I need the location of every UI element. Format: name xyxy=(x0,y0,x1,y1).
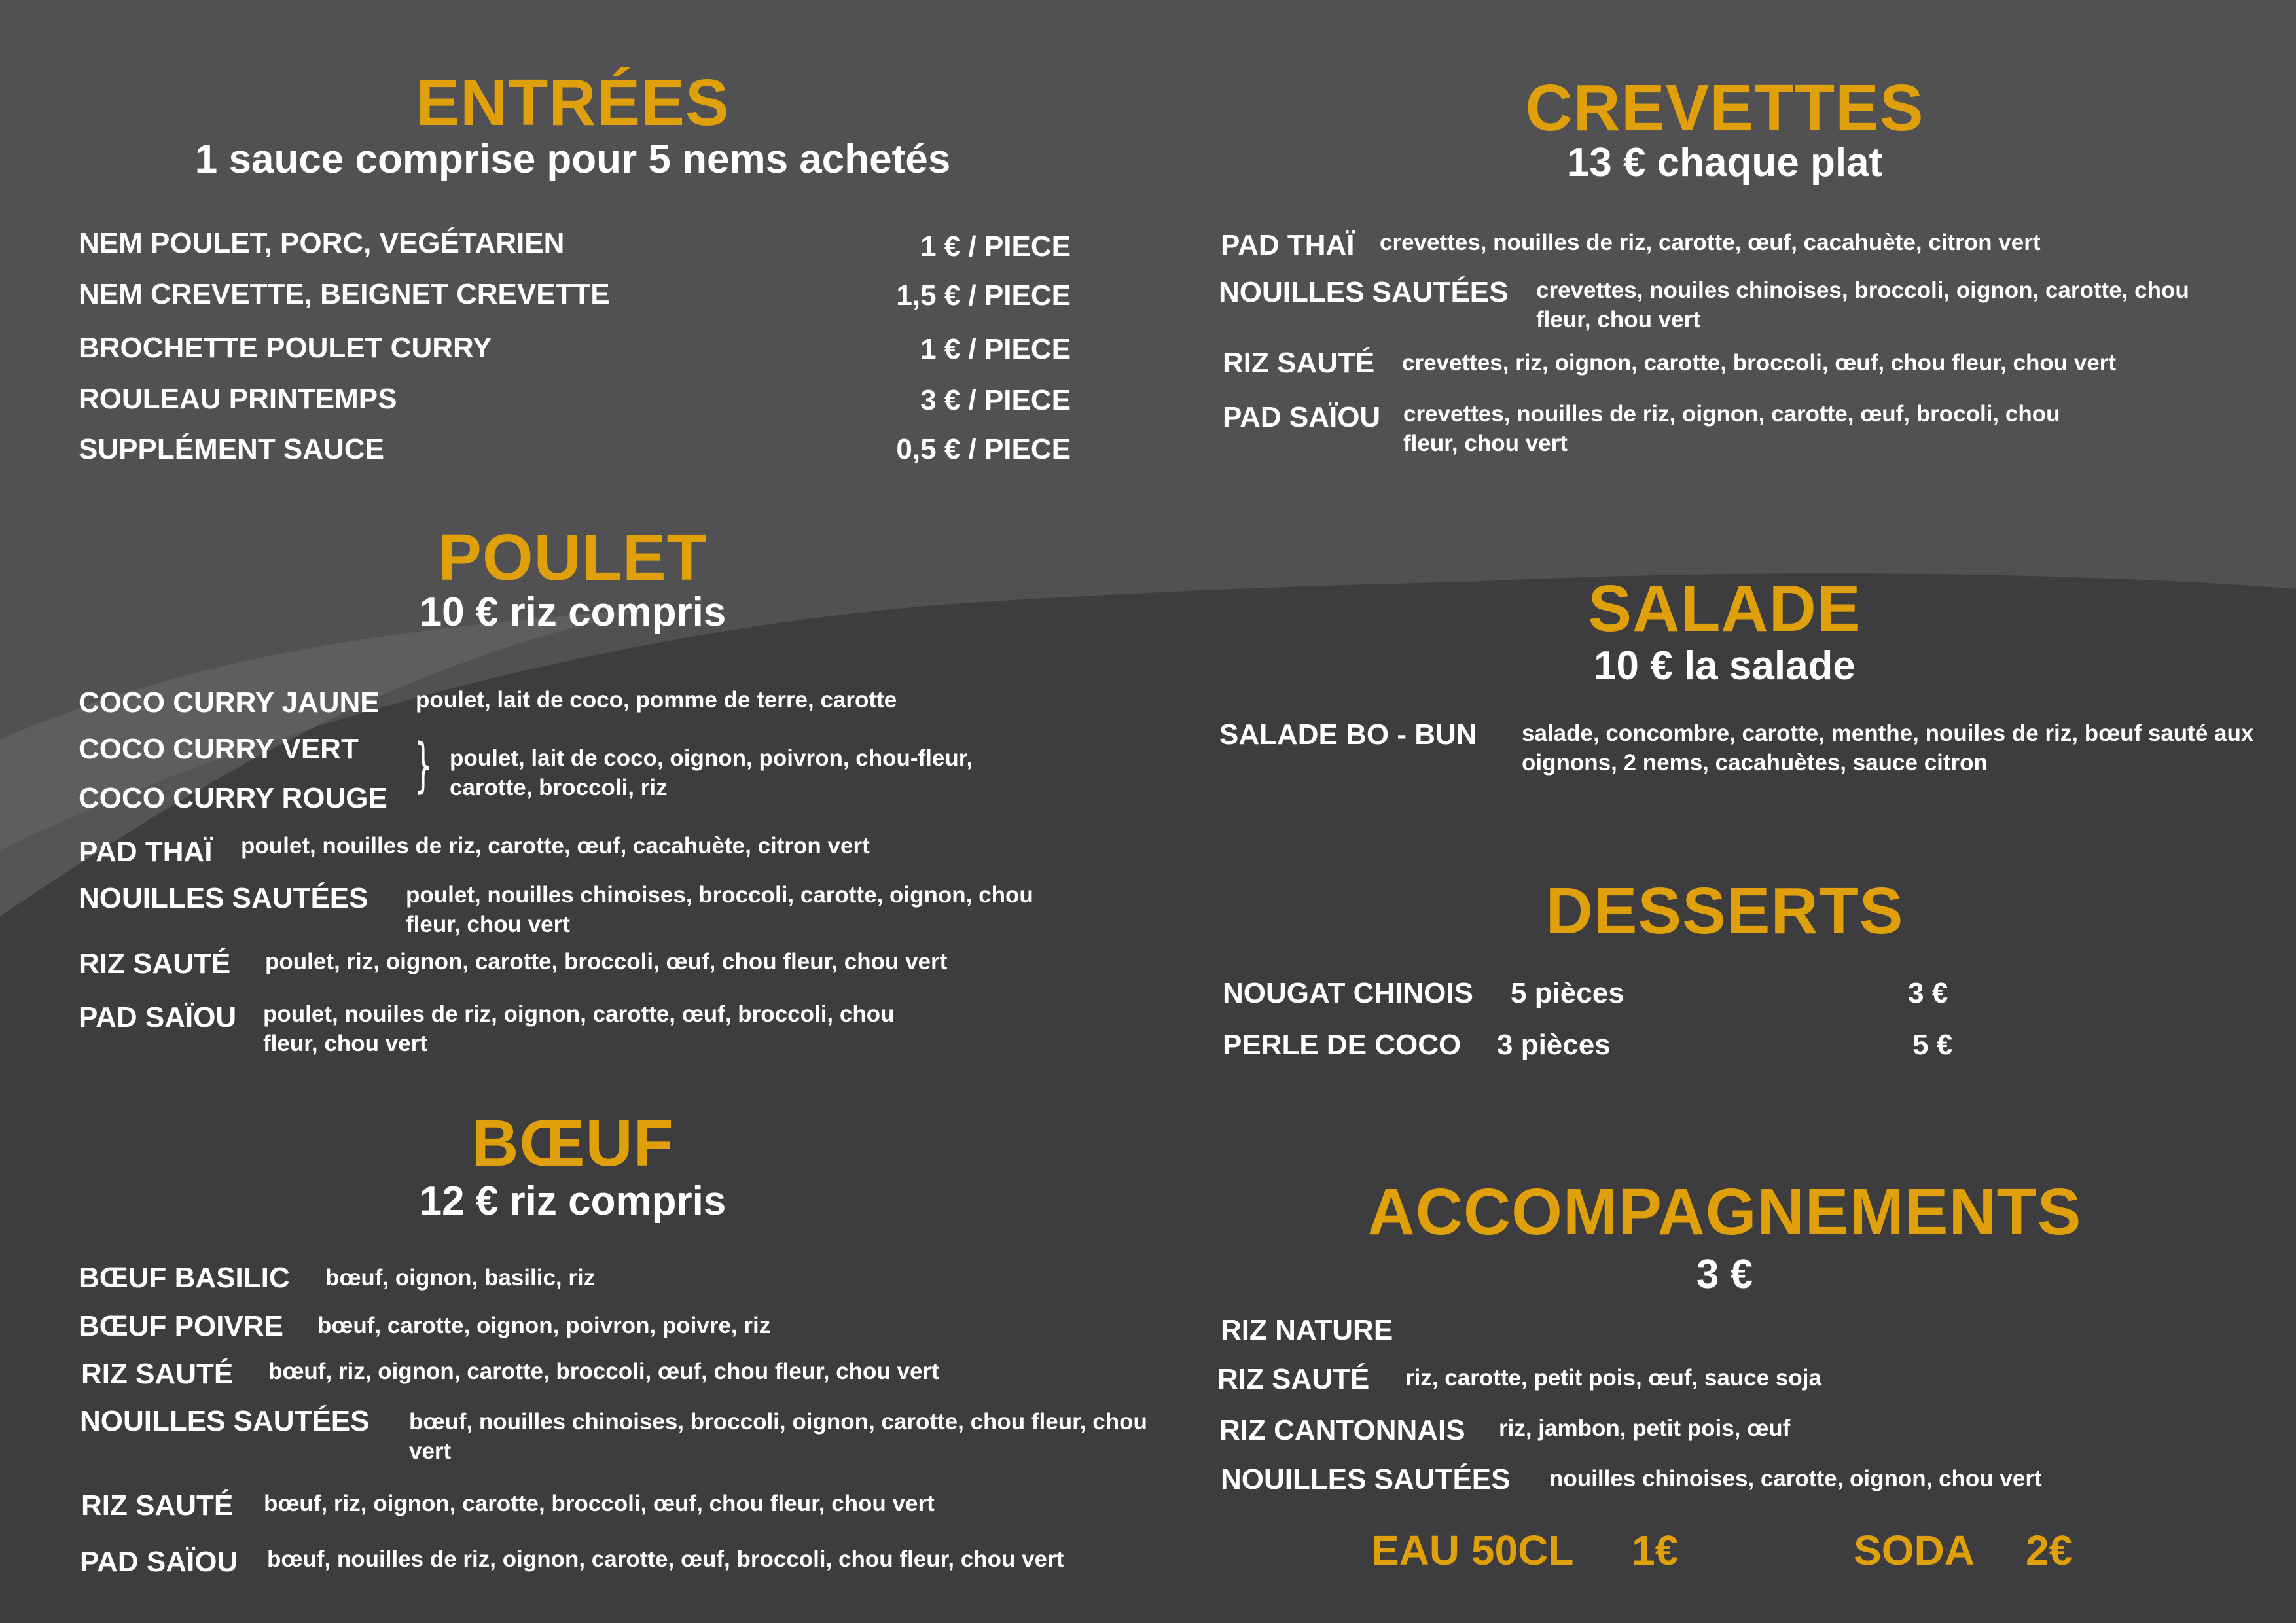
entrees-item-name: ROULEAU PRINTEMPS xyxy=(79,383,397,415)
crevettes-item-name: NOUILLES SAUTÉES xyxy=(1219,276,1509,308)
poulet-item-name: COCO CURRY VERT xyxy=(79,733,359,765)
salade-item-name: SALADE BO - BUN xyxy=(1219,719,1477,751)
entrees-item-price: 1 € / PIECE xyxy=(920,333,1071,365)
accompagnements-item-name: RIZ NATURE xyxy=(1221,1314,1393,1346)
entrees-title: ENTRÉES xyxy=(416,66,730,139)
accompagnements-item-desc: nouilles chinoises, carotte, oignon, chou vert xyxy=(1549,1466,2042,1491)
boeuf-title: BŒUF xyxy=(471,1107,674,1180)
poulet-item-desc: poulet, riz, oignon, carotte, broccoli, œuf, chou fleur, chou vert xyxy=(265,949,948,974)
poulet-item-name: COCO CURRY JAUNE xyxy=(79,687,380,719)
drink-name: SODA xyxy=(1854,1527,1975,1574)
boeuf-item-desc: bœuf, carotte, oignon, poivron, poivre, riz xyxy=(317,1313,771,1338)
accompagnements-item-name: NOUILLES SAUTÉES xyxy=(1221,1463,1511,1495)
poulet-item-desc: poulet, nouilles chinoises, broccoli, carotte, oignon, chou fleur, chou vert xyxy=(406,882,1033,937)
drink-price: 1€ xyxy=(1632,1527,1679,1574)
poulet-shared-desc: poulet, lait de coco, oignon, poivron, chou-fleur, carotte, broccoli, riz xyxy=(450,745,973,800)
crevettes-item-desc: crevettes, nouiles chinoises, broccoli, oignon, carotte, chou fleur, chou vert xyxy=(1536,277,2189,332)
desserts-item-qty: 3 pièces xyxy=(1497,1029,1611,1061)
accompagnements-title: ACCOMPAGNEMENTS xyxy=(1367,1175,2082,1249)
entrees-subtitle: 1 sauce comprise pour 5 nems achetés xyxy=(194,137,951,182)
poulet-item-desc: poulet, lait de coco, pomme de terre, carotte xyxy=(416,687,897,713)
drink-price: 2€ xyxy=(2026,1527,2073,1574)
desserts-title: DESSERTS xyxy=(1545,874,1904,948)
desserts-item-name: PERLE DE COCO xyxy=(1223,1029,1462,1061)
crevettes-title: CREVETTES xyxy=(1525,71,1924,145)
boeuf-item-name: RIZ SAUTÉ xyxy=(81,1489,234,1522)
crevettes-item-desc: crevettes, nouilles de riz, carotte, œuf, cacahuète, citron vert xyxy=(1380,230,2041,255)
boeuf-subtitle: 12 € riz compris xyxy=(419,1179,726,1224)
accompagnements-subtitle: 3 € xyxy=(1696,1252,1753,1297)
crevettes-item-name: PAD THAÏ xyxy=(1221,229,1355,261)
brace-icon: } xyxy=(414,731,433,800)
accompagnements-item-name: RIZ CANTONNAIS xyxy=(1219,1414,1465,1446)
salade-item-desc: salade, concombre, carotte, menthe, nouiles de riz, bœuf sauté aux oignons, 2 nems, cacahuètes, sauce citron xyxy=(1522,721,2254,776)
drink-name: EAU 50CL xyxy=(1371,1527,1574,1574)
crevettes-item-name: RIZ SAUTÉ xyxy=(1223,347,1375,379)
accompagnements-item-desc: riz, jambon, petit pois, œuf xyxy=(1499,1416,1791,1441)
poulet-subtitle: 10 € riz compris xyxy=(419,590,726,635)
desserts-item-price: 3 € xyxy=(1908,977,1948,1009)
entrees-item-name: NEM POULET, PORC, VEGÉTARIEN xyxy=(79,227,565,259)
poulet-item-name: PAD THAÏ xyxy=(79,836,213,868)
crevettes-subtitle: 13 € chaque plat xyxy=(1566,140,1883,185)
poulet-item-name: NOUILLES SAUTÉES xyxy=(79,882,368,914)
poulet-item-desc: poulet, nouiles de riz, oignon, carotte, œuf, broccoli, chou fleur, chou vert xyxy=(263,1001,895,1056)
entrees-item-price: 0,5 € / PIECE xyxy=(896,433,1071,465)
boeuf-item-name: NOUILLES SAUTÉES xyxy=(80,1405,370,1437)
boeuf-item-name: BŒUF POIVRE xyxy=(79,1310,283,1342)
boeuf-item-name: BŒUF BASILIC xyxy=(79,1262,290,1294)
crevettes-item-name: PAD SAÏOU xyxy=(1223,401,1381,433)
accompagnements-item-name: RIZ SAUTÉ xyxy=(1217,1363,1370,1395)
boeuf-item-desc: bœuf, riz, oignon, carotte, broccoli, œuf, chou fleur, chou vert xyxy=(264,1491,935,1516)
boeuf-item-desc: bœuf, oignon, basilic, riz xyxy=(325,1265,596,1291)
poulet-item-name: COCO CURRY ROUGE xyxy=(79,782,387,814)
desserts-item-price: 5 € xyxy=(1912,1029,1953,1061)
poulet-title: POULET xyxy=(438,521,708,594)
poulet-item-desc: poulet, nouilles de riz, carotte, œuf, cacahuète, citron vert xyxy=(241,833,870,859)
desserts-item-qty: 5 pièces xyxy=(1511,977,1624,1009)
poulet-item-name: PAD SAÏOU xyxy=(79,1001,237,1033)
boeuf-item-desc: bœuf, riz, oignon, carotte, broccoli, œuf, chou fleur, chou vert xyxy=(268,1359,939,1384)
crevettes-item-desc: crevettes, riz, oignon, carotte, broccoli, œuf, chou fleur, chou vert xyxy=(1402,350,2117,376)
salade-title: SALADE xyxy=(1588,572,1861,645)
boeuf-item-desc: bœuf, nouilles de riz, oignon, carotte, œuf, broccoli, chou fleur, chou vert xyxy=(267,1546,1064,1572)
salade-subtitle: 10 € la salade xyxy=(1594,643,1856,688)
boeuf-item-name: RIZ SAUTÉ xyxy=(81,1358,234,1390)
entrees-item-price: 1 € / PIECE xyxy=(920,230,1071,262)
crevettes-item-desc: crevettes, nouilles de riz, oignon, carotte, œuf, brocoli, chou fleur, chou vert xyxy=(1403,401,2060,456)
accompagnements-item-desc: riz, carotte, petit pois, œuf, sauce soja xyxy=(1405,1365,1821,1391)
entrees-item-price: 3 € / PIECE xyxy=(920,384,1071,416)
entrees-item-name: NEM CREVETTE, BEIGNET CREVETTE xyxy=(79,278,610,310)
entrees-item-name: BROCHETTE POULET CURRY xyxy=(79,332,492,364)
entrees-item-price: 1,5 € / PIECE xyxy=(896,279,1071,312)
boeuf-item-name: PAD SAÏOU xyxy=(80,1546,238,1578)
entrees-item-name: SUPPLÉMENT SAUCE xyxy=(79,433,384,465)
boeuf-item-desc: bœuf, nouilles chinoises, broccoli, oignon, carotte, chou fleur, chou vert xyxy=(409,1409,1147,1464)
poulet-item-name: RIZ SAUTÉ xyxy=(79,948,231,980)
desserts-item-name: NOUGAT CHINOIS xyxy=(1223,977,1473,1009)
